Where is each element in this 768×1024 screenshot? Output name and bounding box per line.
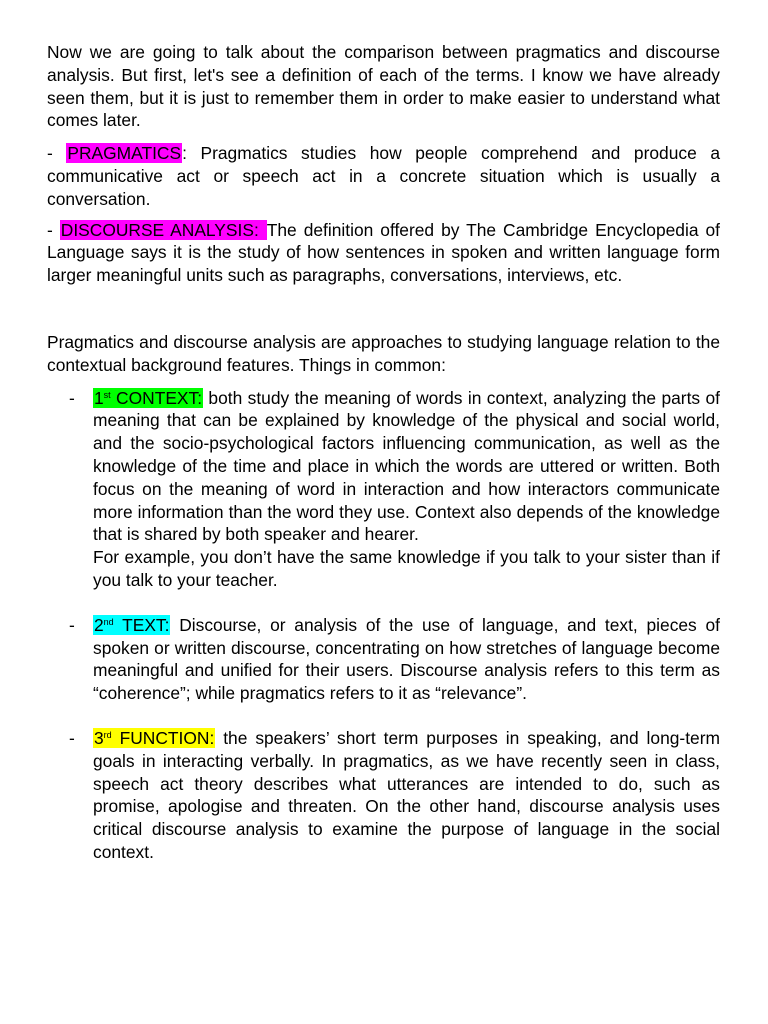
label-text: FUNCTION: [111,727,215,748]
ordinal-number: 3 [94,727,104,748]
label-function [93,728,215,748]
definition-text: The definition offered by The Cambridge Encyclopedia of Language says it is the study of how sentences in spoken and written language form larger meaningful units such as paragraphs, conversations, interviews, etc. [47,219,720,286]
ordinal-number: 2 [94,614,104,635]
label-text: TEXT: [113,614,170,635]
ordinal-suffix: st [103,389,111,400]
context-example: For example, you don’t have the same knowledge if you talk to your sister than if you talk to your teacher. [93,547,720,590]
label-text-feature [93,615,170,635]
ordinal-number: 1 [94,387,104,408]
list-dash: - [69,614,75,635]
function-text [93,727,720,864]
context-text [93,387,720,547]
term-pragmatics: PRAGMATICS [67,143,182,164]
list-item-function [47,727,720,864]
label-context [93,388,203,408]
common-features-list [47,387,720,864]
item-body: both study the meaning of words in context, analyzing the parts of meaning that can be explained by knowledge of the physical and social world, and the socio-psychological factors influencing communication, as well as the knowledge of the time and place in which the words are uttered or written. Both focus on the meaning of word in interaction and how interactors communicate more information than the word they use. Context also depends of the knowledge that is shared by both speaker and hearer. [93,387,720,545]
definition-pragmatics [47,142,720,210]
list-item-context [47,387,720,592]
definition-text: : Pragmatics studies how people comprehend and produce a communicative act or speech act in a concrete situation which is usually a conversation. [47,143,720,209]
list-dash: - [69,727,75,748]
definition-discourse-analysis [47,219,720,287]
list-dash: - [69,387,75,408]
intro-paragraph: Now we are going to talk about the comparison between pragmatics and discourse analysis. But first, let's see a definition of each of the terms. I know we have already seen them, but it is just to remember them in order to make easier to understand what comes later. [47,42,720,131]
text-text [93,614,720,705]
item-body: Discourse, or analysis of the use of language, and text, pieces of spoken or written discourse, concentrating on how stretches of language become meaningful and unified for their users. Discourse analysis refers to this term as “coherence”; while pragmatics refers to it as “relevance”. [93,614,720,704]
term-discourse-analysis: DISCOURSE ANALYSIS: [60,219,266,240]
label-text: CONTEXT: [110,387,203,408]
definition-prefix: - [47,143,67,164]
ordinal-suffix: rd [103,729,112,740]
item-body: the speakers’ short term purposes in speaking, and long-term goals in interacting verbally. In pragmatics, as we have recently seen in class, speech act theory describes what utterances are intended to do, such as promise, apologise and threaten. On the other hand, discourse analysis uses critical discourse analysis to examine the purpose of language in the social context. [93,727,720,862]
common-intro-paragraph: Pragmatics and discourse analysis are approaches to studying language relation to the contextual background features. Things in common: [47,331,720,375]
definition-prefix: - [47,219,60,240]
list-item-text [47,614,720,705]
ordinal-suffix: nd [103,616,114,627]
